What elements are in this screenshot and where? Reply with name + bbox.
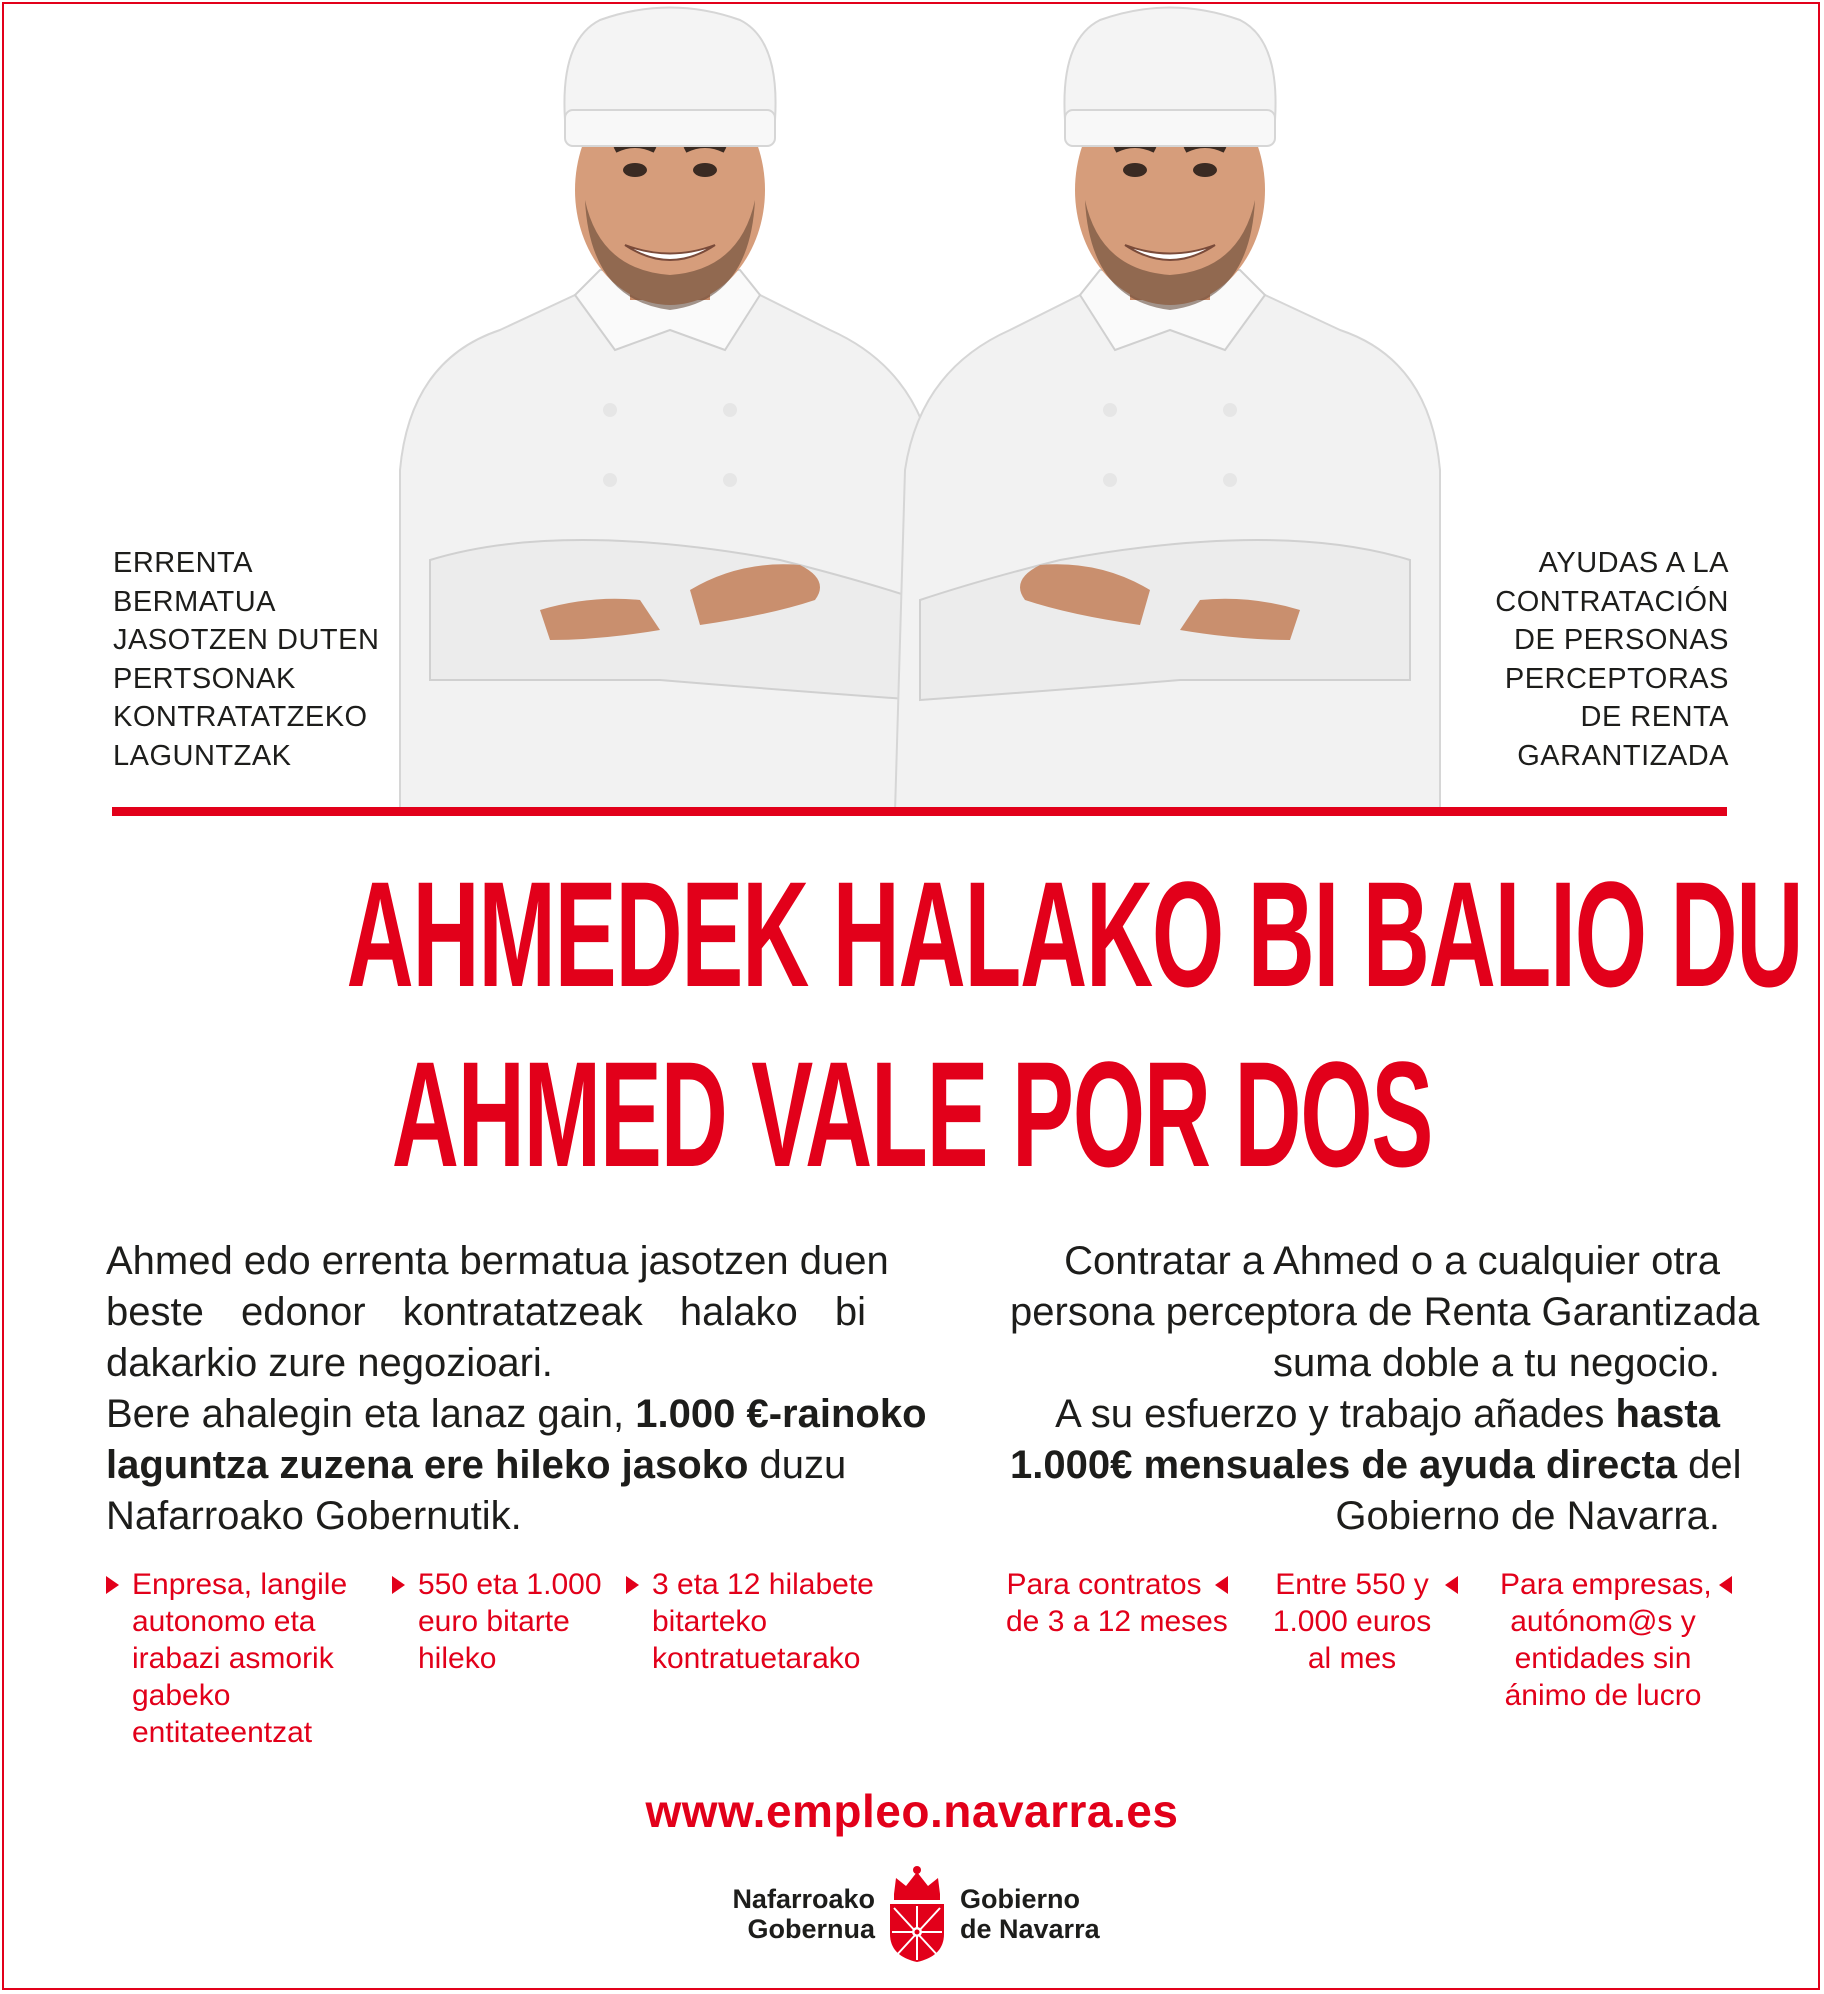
bullet-item [1500,1566,1712,1714]
side-caption-line: ERRENTA [113,547,253,579]
body-line: beste edonor kontratatzeak halako bi [106,1290,866,1334]
logo-line: Gobierno [960,1884,1080,1914]
bullet-line: entidades sin [1514,1642,1692,1675]
body-text-basque [106,1236,927,1542]
body-text-spanish [1010,1236,1760,1542]
side-caption-line: PERTSONAK [113,662,296,695]
side-caption-line: DE PERSONAS [1514,624,1729,656]
logo-text-basque [732,1884,875,1944]
bullet-line: euro bitarte [418,1605,570,1638]
side-caption-line: LAGUNTZAK [113,739,292,772]
bullet-line: 1.000 euros [1272,1605,1432,1638]
logo-line: Gobernua [747,1914,875,1944]
bullet-line: al mes [1307,1642,1397,1675]
red-divider [112,807,1727,816]
bullet-item [652,1566,874,1677]
triangle-bullet-icon [1719,1576,1732,1594]
bullet-item [1006,1566,1228,1640]
bullet-line: Para contratos [1006,1568,1202,1601]
bullet-item [418,1566,602,1677]
body-line: Contratar a Ahmed o a cualquier otra [1064,1239,1720,1283]
bullet-line: ánimo de lucro [1504,1679,1702,1712]
navarra-coat-of-arms-icon [882,1864,952,1964]
headline-spanish: AHMED VALE POR DOS [391,1030,1433,1198]
side-caption-line: DE RENTA [1580,701,1729,733]
side-caption-line: BERMATUA [113,585,276,618]
body-line: duzu [748,1443,847,1487]
bullet-line: 3 eta 12 hilabete [652,1568,874,1601]
side-caption-spanish [1469,544,1729,775]
bullet-line: bitarteko [652,1605,768,1638]
side-caption-line: AYUDAS A LA [1538,547,1729,579]
bullet-line: kontratuetarako [652,1642,861,1675]
body-highlight: 1.000€ mensuales de ayuda directa [1010,1443,1678,1487]
side-caption-line: CONTRATACIÓN [1495,585,1729,618]
triangle-bullet-icon [1215,1576,1228,1594]
bullet-line: de 3 a 12 meses [1006,1605,1228,1638]
body-line: Nafarroako Gobernutik. [106,1494,522,1538]
bullet-item [132,1566,347,1751]
bullet-line: 550 eta 1.000 [418,1568,602,1601]
triangle-bullet-icon [106,1576,119,1594]
chef-figure-right [860,0,1480,812]
side-caption-line: GARANTIZADA [1517,739,1729,772]
side-caption-line: KONTRATATZEKO [113,701,368,733]
headline-basque: AHMEDEK HALAKO BI BALIO DU [346,850,1803,1018]
bullet-line: Enpresa, langile [132,1568,348,1601]
bullet-line: Entre 550 y [1275,1568,1429,1601]
triangle-bullet-icon [1445,1576,1458,1594]
body-line: Ahmed edo errenta bermatua jasotzen duen [106,1239,889,1283]
triangle-bullet-icon [626,1576,639,1594]
bullet-line: autonomo eta [132,1605,316,1638]
bullet-line: hileko [418,1642,497,1675]
body-line: Bere ahalegin eta lanaz gain, [106,1392,636,1436]
side-caption-line: JASOTZEN DUTEN [113,624,380,656]
body-line: del [1677,1443,1742,1487]
body-line: persona perceptora de Renta Garantizada [1010,1290,1760,1334]
side-caption-line: PERCEPTORAS [1504,662,1729,695]
body-highlight: laguntza zuzena ere hileko jasoko [106,1443,749,1487]
logo-text-spanish [960,1884,1100,1944]
logo-line: Nafarroako [732,1884,875,1914]
bullet-line: entitateentzat [132,1716,313,1749]
triangle-bullet-icon [392,1576,405,1594]
bullet-item [1272,1566,1432,1677]
logo-line: de Navarra [960,1914,1100,1944]
body-highlight: 1.000 €-rainoko [635,1392,927,1436]
bullet-line: Para empresas, [1500,1568,1712,1601]
side-caption-basque [113,544,380,775]
website-link[interactable]: www.empleo.navarra.es [645,1785,1179,1837]
bullet-line: gabeko [132,1679,231,1712]
body-line: dakarkio zure negozioari. [106,1341,553,1385]
body-line: Gobierno de Navarra. [1335,1494,1720,1538]
bullet-line: irabazi asmorik [132,1642,334,1675]
bullet-line: autónom@s y [1510,1605,1696,1638]
government-logo [710,1864,1130,1964]
body-line: A su esfuerzo y trabajo añades [1055,1392,1616,1436]
body-highlight: hasta [1615,1392,1720,1436]
body-line: suma doble a tu negocio. [1273,1341,1720,1385]
chef-photo [360,0,1480,812]
